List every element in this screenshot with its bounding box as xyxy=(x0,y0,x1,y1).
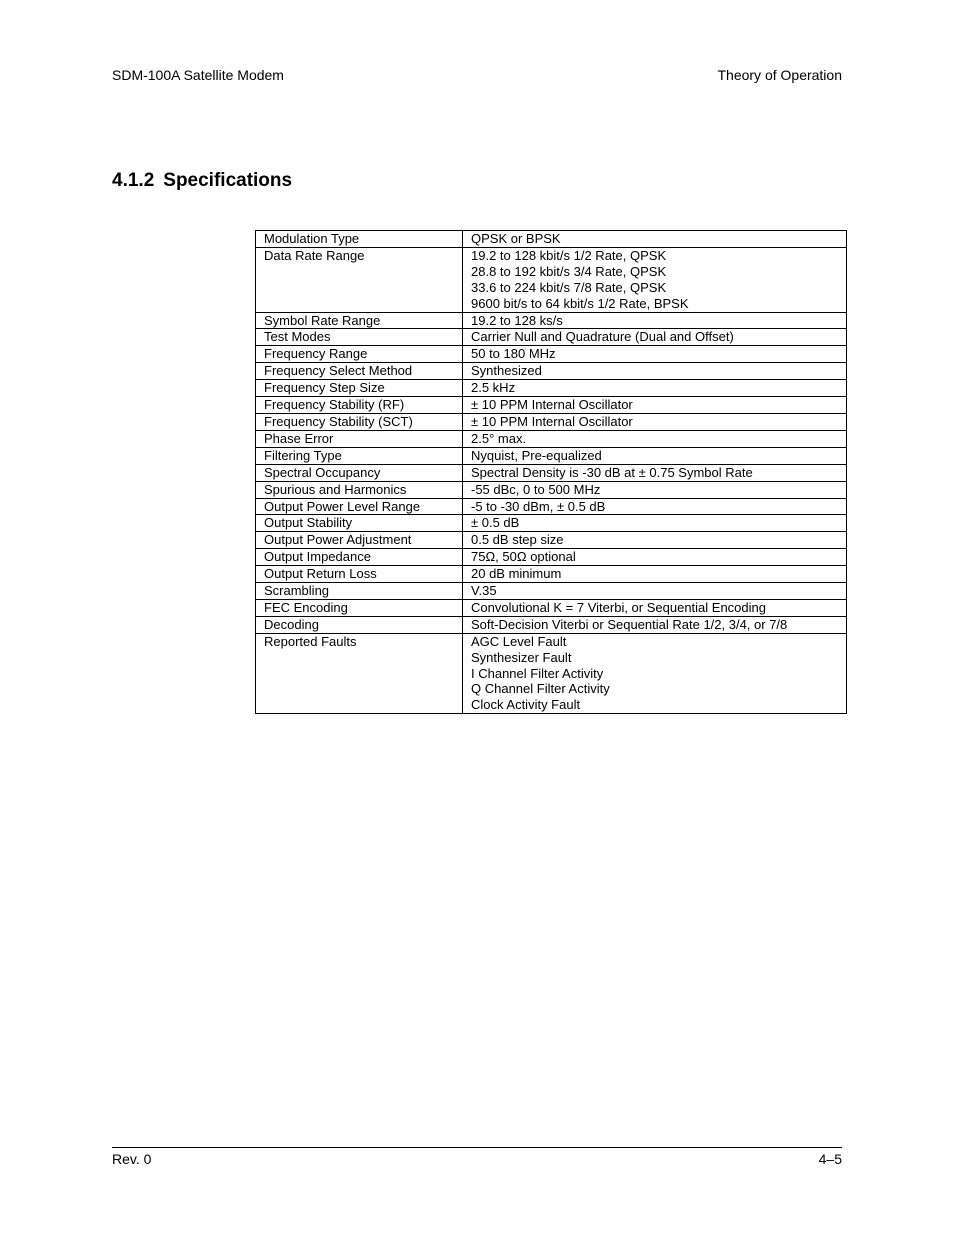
spec-value-line: 2.5 kHz xyxy=(471,380,516,396)
spec-value-line: 20 dB minimum xyxy=(471,566,562,582)
spec-row xyxy=(256,447,847,464)
spec-label: Frequency Step Size xyxy=(256,380,463,397)
spec-value xyxy=(463,515,847,532)
spec-value-line: 75Ω, 50Ω optional xyxy=(471,549,576,565)
spec-value-line: Clock Activity Fault xyxy=(471,697,581,713)
spec-label: Data Rate Range xyxy=(256,247,463,312)
spec-row xyxy=(256,231,847,248)
spec-value xyxy=(463,633,847,714)
footer-revision: Rev. 0 xyxy=(112,1151,152,1167)
spec-value-line: 50 to 180 MHz xyxy=(471,346,556,362)
spec-value xyxy=(463,549,847,566)
spec-value-line: ± 10 PPM Internal Oscillator xyxy=(471,413,633,429)
spec-row xyxy=(256,247,847,312)
spec-label: Output Return Loss xyxy=(256,566,463,583)
spec-value-line: ± 10 PPM Internal Oscillator xyxy=(471,397,633,413)
spec-label: Output Stability xyxy=(256,515,463,532)
spec-row xyxy=(256,312,847,329)
spec-label: FEC Encoding xyxy=(256,599,463,616)
spec-value-line: 19.2 to 128 kbit/s 1/2 Rate, QPSK xyxy=(471,247,667,263)
running-header-title: SDM-100A Satellite Modem xyxy=(112,67,284,83)
spec-row xyxy=(256,481,847,498)
spec-label: Frequency Stability (SCT) xyxy=(256,413,463,430)
spec-value-line: 9600 bit/s to 64 kbit/s 1/2 Rate, BPSK xyxy=(471,295,689,311)
spec-label: Frequency Select Method xyxy=(256,363,463,380)
spec-row xyxy=(256,583,847,600)
spec-row xyxy=(256,515,847,532)
spec-value xyxy=(463,566,847,583)
spec-label: Modulation Type xyxy=(256,231,463,248)
spec-value-line: Q Channel Filter Activity xyxy=(471,681,610,697)
spec-value-line: Synthesizer Fault xyxy=(471,649,572,665)
spec-row xyxy=(256,566,847,583)
spec-value xyxy=(463,498,847,515)
spec-value-line: 2.5° max. xyxy=(471,430,527,446)
spec-row xyxy=(256,633,847,714)
spec-label: Frequency Range xyxy=(256,346,463,363)
spec-row xyxy=(256,599,847,616)
spec-value xyxy=(463,447,847,464)
spec-row xyxy=(256,498,847,515)
spec-label: Spectral Occupancy xyxy=(256,464,463,481)
spec-row xyxy=(256,363,847,380)
spec-label: Filtering Type xyxy=(256,447,463,464)
spec-value xyxy=(463,312,847,329)
spec-value xyxy=(463,231,847,248)
spec-value xyxy=(463,247,847,312)
spec-value xyxy=(463,346,847,363)
spec-value-line: Synthesized xyxy=(471,363,542,379)
spec-row xyxy=(256,532,847,549)
spec-value xyxy=(463,430,847,447)
spec-value xyxy=(463,599,847,616)
spec-value xyxy=(463,583,847,600)
spec-value-line: Carrier Null and Quadrature (Dual and Offset) xyxy=(471,329,734,345)
section-title: Specifications xyxy=(163,170,293,191)
spec-value-line: -5 to -30 dBm, ± 0.5 dB xyxy=(471,498,606,514)
spec-label: Spurious and Harmonics xyxy=(256,481,463,498)
spec-value-line: Spectral Density is -30 dB at ± 0.75 Symbol Rate xyxy=(471,464,753,480)
footer-rule xyxy=(112,1147,842,1148)
spec-value-line: 33.6 to 224 kbit/s 7/8 Rate, QPSK xyxy=(471,279,667,295)
spec-row xyxy=(256,329,847,346)
spec-value-line: I Channel Filter Activity xyxy=(471,665,604,681)
spec-value-line: ± 0.5 dB xyxy=(471,515,520,531)
spec-label: Phase Error xyxy=(256,430,463,447)
section-number: 4.1.2 xyxy=(112,170,155,191)
spec-row xyxy=(256,549,847,566)
spec-label: Reported Faults xyxy=(256,633,463,714)
spec-value-line: AGC Level Fault xyxy=(471,633,567,649)
footer-page-number: 4–5 xyxy=(818,1151,842,1167)
spec-row xyxy=(256,380,847,397)
spec-value-line: V.35 xyxy=(471,583,497,599)
spec-label: Output Impedance xyxy=(256,549,463,566)
spec-label: Decoding xyxy=(256,616,463,633)
spec-label: Scrambling xyxy=(256,583,463,600)
spec-row xyxy=(256,464,847,481)
spec-row xyxy=(256,616,847,633)
spec-value xyxy=(463,380,847,397)
spec-row xyxy=(256,397,847,414)
spec-value-line: Nyquist, Pre-equalized xyxy=(471,447,602,463)
spec-row xyxy=(256,346,847,363)
spec-label: Output Power Level Range xyxy=(256,498,463,515)
section-heading xyxy=(112,170,292,192)
spec-value-line: 0.5 dB step size xyxy=(471,532,564,548)
spec-value-line: 28.8 to 192 kbit/s 3/4 Rate, QPSK xyxy=(471,263,667,279)
spec-value-line: QPSK or BPSK xyxy=(471,231,561,246)
spec-value xyxy=(463,532,847,549)
spec-value xyxy=(463,481,847,498)
specifications-table-body xyxy=(256,231,847,714)
spec-label: Frequency Stability (RF) xyxy=(256,397,463,414)
spec-value xyxy=(463,616,847,633)
spec-value xyxy=(463,413,847,430)
spec-value-line: -55 dBc, 0 to 500 MHz xyxy=(471,481,601,497)
spec-value-line: Soft-Decision Viterbi or Sequential Rate 1/2, 3/4, or 7/8 xyxy=(471,616,788,632)
spec-value xyxy=(463,397,847,414)
spec-label: Test Modes xyxy=(256,329,463,346)
running-header-chapter: Theory of Operation xyxy=(717,67,842,83)
spec-value-line: 19.2 to 128 ks/s xyxy=(471,312,563,328)
spec-label: Symbol Rate Range xyxy=(256,312,463,329)
spec-value xyxy=(463,363,847,380)
specifications-table xyxy=(255,230,847,714)
spec-value xyxy=(463,464,847,481)
spec-value xyxy=(463,329,847,346)
spec-value-line: Convolutional K = 7 Viterbi, or Sequential Encoding xyxy=(471,599,766,615)
spec-label: Output Power Adjustment xyxy=(256,532,463,549)
spec-row xyxy=(256,413,847,430)
spec-row xyxy=(256,430,847,447)
